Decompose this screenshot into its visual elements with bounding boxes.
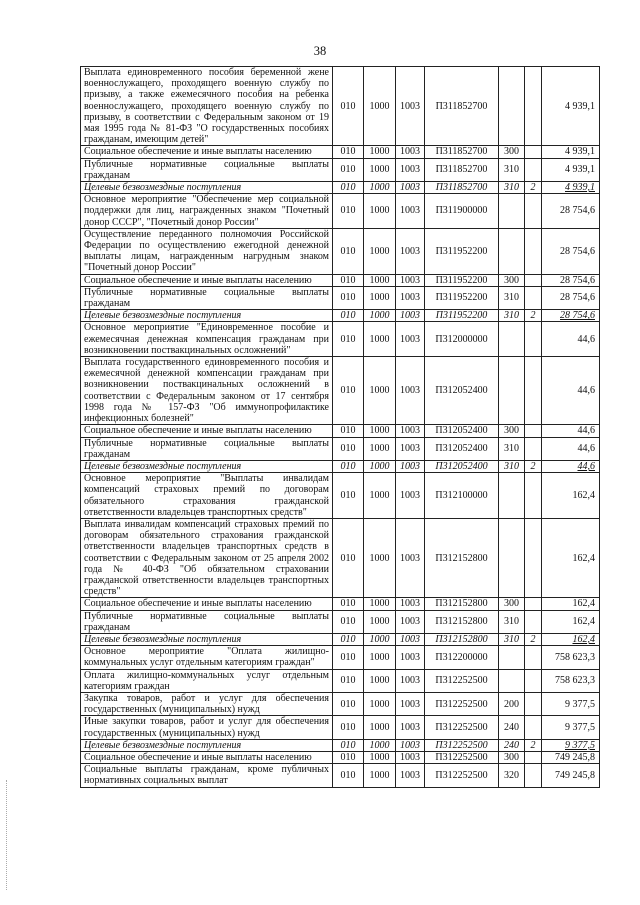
target-article-code-cell: П312252500 — [425, 764, 499, 787]
subsection-code-cell: 1003 — [396, 633, 425, 645]
amount-cell: 162,4 — [542, 633, 600, 645]
expense-type-code-cell — [499, 228, 525, 274]
target-article-code-cell: П312052400 — [425, 437, 499, 460]
subsection-code-cell: 1003 — [396, 437, 425, 460]
expense-type-code-cell — [499, 473, 525, 519]
section-code-cell: 1000 — [364, 716, 396, 739]
ministry-code-cell: 010 — [333, 460, 364, 472]
ministry-code-cell: 010 — [333, 228, 364, 274]
target-article-code-cell: П311852700 — [425, 182, 499, 194]
subsection-code-cell: 1003 — [396, 669, 425, 692]
funding-source-code-cell: 2 — [525, 310, 542, 322]
ministry-code-cell: 010 — [333, 158, 364, 181]
ministry-code-cell: 010 — [333, 67, 364, 146]
target-article-code-cell: П312052400 — [425, 425, 499, 437]
amount-cell: 162,4 — [542, 473, 600, 519]
funding-source-code-cell — [525, 598, 542, 610]
funding-source-code-cell — [525, 286, 542, 309]
section-code-cell: 1000 — [364, 764, 396, 787]
table-row — [81, 357, 600, 425]
expense-type-code-cell — [499, 518, 525, 597]
amount-cell: 28 754,6 — [542, 310, 600, 322]
subsection-code-cell: 1003 — [396, 716, 425, 739]
ministry-code-cell: 010 — [333, 146, 364, 158]
ministry-code-cell: 010 — [333, 739, 364, 751]
ministry-code-cell: 010 — [333, 286, 364, 309]
funding-source-code-cell: 2 — [525, 460, 542, 472]
expense-type-code-cell: 310 — [499, 286, 525, 309]
section-code-cell: 1000 — [364, 646, 396, 669]
subsection-code-cell: 1003 — [396, 739, 425, 751]
expense-type-code-cell: 310 — [499, 158, 525, 181]
ministry-code-cell: 010 — [333, 751, 364, 763]
row-name-cell: Основное мероприятие "Единовременное пособие и ежемесячная денежная компенсация гражданам при возникновении поствакцинальных осложнений" — [81, 322, 333, 357]
target-article-code-cell: П311952200 — [425, 274, 499, 286]
expense-type-code-cell — [499, 194, 525, 229]
expense-type-code-cell — [499, 646, 525, 669]
target-article-code-cell: П311852700 — [425, 67, 499, 146]
ministry-code-cell: 010 — [333, 764, 364, 787]
ministry-code-cell: 010 — [333, 610, 364, 633]
amount-cell: 758 623,3 — [542, 646, 600, 669]
amount-cell: 749 245,8 — [542, 764, 600, 787]
expense-type-code-cell: 310 — [499, 610, 525, 633]
target-article-code-cell: П312252500 — [425, 716, 499, 739]
table-row — [81, 437, 600, 460]
table-row — [81, 274, 600, 286]
section-code-cell: 1000 — [364, 67, 396, 146]
funding-source-code-cell — [525, 67, 542, 146]
funding-source-code-cell — [525, 425, 542, 437]
funding-source-code-cell — [525, 146, 542, 158]
row-name-cell: Основное мероприятие "Выплаты инвалидам компенсаций страховых премий по договорам обязательного страхования гражданской ответственности владельцев транспортных средств" — [81, 473, 333, 519]
funding-source-code-cell — [525, 669, 542, 692]
table-row — [81, 692, 600, 715]
table-row — [81, 518, 600, 597]
target-article-code-cell: П312152800 — [425, 610, 499, 633]
subsection-code-cell: 1003 — [396, 357, 425, 425]
ministry-code-cell: 010 — [333, 692, 364, 715]
row-name-cell: Публичные нормативные социальные выплаты гражданам — [81, 610, 333, 633]
section-code-cell: 1000 — [364, 274, 396, 286]
amount-cell: 4 939,1 — [542, 146, 600, 158]
row-name-cell: Целевые безвозмездные поступления — [81, 182, 333, 194]
row-name-cell: Социальное обеспечение и иные выплаты населению — [81, 751, 333, 763]
table-row — [81, 633, 600, 645]
section-code-cell: 1000 — [364, 310, 396, 322]
section-code-cell: 1000 — [364, 357, 396, 425]
target-article-code-cell: П312052400 — [425, 357, 499, 425]
ministry-code-cell: 010 — [333, 322, 364, 357]
table-row — [81, 286, 600, 309]
target-article-code-cell: П311952200 — [425, 228, 499, 274]
ministry-code-cell: 010 — [333, 194, 364, 229]
ministry-code-cell: 010 — [333, 473, 364, 519]
amount-cell: 9 377,5 — [542, 739, 600, 751]
row-name-cell: Основное мероприятие "Обеспечение мер социальной поддержки для лиц, награжденных знаком "Почетный донор СССР", "Почетный донор России" — [81, 194, 333, 229]
funding-source-code-cell: 2 — [525, 739, 542, 751]
expense-type-code-cell: 300 — [499, 425, 525, 437]
funding-source-code-cell — [525, 646, 542, 669]
row-name-cell: Социальное обеспечение и иные выплаты населению — [81, 598, 333, 610]
funding-source-code-cell — [525, 322, 542, 357]
ministry-code-cell: 010 — [333, 646, 364, 669]
amount-cell: 749 245,8 — [542, 751, 600, 763]
target-article-code-cell: П312252500 — [425, 739, 499, 751]
section-code-cell: 1000 — [364, 473, 396, 519]
table-row — [81, 739, 600, 751]
ministry-code-cell: 010 — [333, 633, 364, 645]
subsection-code-cell: 1003 — [396, 646, 425, 669]
table-row — [81, 425, 600, 437]
subsection-code-cell: 1003 — [396, 182, 425, 194]
amount-cell: 28 754,6 — [542, 228, 600, 274]
row-name-cell: Основное мероприятие "Оплата жилищно-коммунальных услуг отдельным категориям граждан" — [81, 646, 333, 669]
row-name-cell: Социальное обеспечение и иные выплаты населению — [81, 425, 333, 437]
amount-cell: 162,4 — [542, 610, 600, 633]
subsection-code-cell: 1003 — [396, 228, 425, 274]
target-article-code-cell: П311900000 — [425, 194, 499, 229]
expense-type-code-cell: 310 — [499, 460, 525, 472]
row-name-cell: Иные закупки товаров, работ и услуг для обеспечения государственных (муниципальных) нужд — [81, 716, 333, 739]
expense-type-code-cell: 320 — [499, 764, 525, 787]
funding-source-code-cell — [525, 764, 542, 787]
funding-source-code-cell — [525, 518, 542, 597]
section-code-cell: 1000 — [364, 146, 396, 158]
subsection-code-cell: 1003 — [396, 764, 425, 787]
budget-table — [80, 66, 600, 788]
funding-source-code-cell — [525, 158, 542, 181]
section-code-cell: 1000 — [364, 692, 396, 715]
table-row — [81, 67, 600, 146]
table-row — [81, 182, 600, 194]
ministry-code-cell: 010 — [333, 310, 364, 322]
scan-margin-mark — [6, 780, 9, 890]
funding-source-code-cell — [525, 274, 542, 286]
expense-type-code-cell: 310 — [499, 182, 525, 194]
table-row — [81, 764, 600, 787]
row-name-cell: Осуществление переданного полномочия Российской Федерации по осуществлению ежегодной денежной выплаты лицам, награжденным нагрудным знаком "Почетный донор России" — [81, 228, 333, 274]
ministry-code-cell: 010 — [333, 182, 364, 194]
expense-type-code-cell: 310 — [499, 310, 525, 322]
funding-source-code-cell — [525, 751, 542, 763]
subsection-code-cell: 1003 — [396, 322, 425, 357]
funding-source-code-cell — [525, 473, 542, 519]
expense-type-code-cell: 300 — [499, 751, 525, 763]
section-code-cell: 1000 — [364, 286, 396, 309]
subsection-code-cell: 1003 — [396, 158, 425, 181]
expense-type-code-cell: 200 — [499, 692, 525, 715]
subsection-code-cell: 1003 — [396, 146, 425, 158]
table-row — [81, 322, 600, 357]
row-name-cell: Публичные нормативные социальные выплаты гражданам — [81, 437, 333, 460]
target-article-code-cell: П312052400 — [425, 460, 499, 472]
section-code-cell: 1000 — [364, 610, 396, 633]
table-row — [81, 228, 600, 274]
row-name-cell: Целевые безвозмездные поступления — [81, 310, 333, 322]
target-article-code-cell: П311952200 — [425, 286, 499, 309]
amount-cell: 758 623,3 — [542, 669, 600, 692]
row-name-cell: Целевые безвозмездные поступления — [81, 739, 333, 751]
row-name-cell: Целевые безвозмездные поступления — [81, 633, 333, 645]
section-code-cell: 1000 — [364, 228, 396, 274]
target-article-code-cell: П312252500 — [425, 692, 499, 715]
section-code-cell: 1000 — [364, 437, 396, 460]
table-row — [81, 646, 600, 669]
ministry-code-cell: 010 — [333, 425, 364, 437]
section-code-cell: 1000 — [364, 669, 396, 692]
target-article-code-cell: П312000000 — [425, 322, 499, 357]
row-name-cell: Социальное обеспечение и иные выплаты населению — [81, 274, 333, 286]
amount-cell: 4 939,1 — [542, 158, 600, 181]
row-name-cell: Оплата жилищно-коммунальных услуг отдельным категориям граждан — [81, 669, 333, 692]
funding-source-code-cell — [525, 228, 542, 274]
row-name-cell: Публичные нормативные социальные выплаты гражданам — [81, 158, 333, 181]
table-row — [81, 598, 600, 610]
row-name-cell: Публичные нормативные социальные выплаты гражданам — [81, 286, 333, 309]
subsection-code-cell: 1003 — [396, 610, 425, 633]
section-code-cell: 1000 — [364, 194, 396, 229]
subsection-code-cell: 1003 — [396, 751, 425, 763]
amount-cell: 44,6 — [542, 357, 600, 425]
subsection-code-cell: 1003 — [396, 460, 425, 472]
funding-source-code-cell — [525, 610, 542, 633]
table-row — [81, 310, 600, 322]
ministry-code-cell: 010 — [333, 437, 364, 460]
expense-type-code-cell: 300 — [499, 146, 525, 158]
subsection-code-cell: 1003 — [396, 425, 425, 437]
ministry-code-cell: 010 — [333, 357, 364, 425]
funding-source-code-cell: 2 — [525, 182, 542, 194]
table-row — [81, 716, 600, 739]
table-row — [81, 669, 600, 692]
page-number: 38 — [313, 44, 327, 58]
target-article-code-cell: П312100000 — [425, 473, 499, 519]
expense-type-code-cell: 300 — [499, 274, 525, 286]
amount-cell: 28 754,6 — [542, 286, 600, 309]
expense-type-code-cell: 310 — [499, 437, 525, 460]
amount-cell: 44,6 — [542, 437, 600, 460]
funding-source-code-cell — [525, 437, 542, 460]
ministry-code-cell: 010 — [333, 716, 364, 739]
amount-cell: 4 939,1 — [542, 182, 600, 194]
ministry-code-cell: 010 — [333, 518, 364, 597]
expense-type-code-cell — [499, 322, 525, 357]
ministry-code-cell: 010 — [333, 598, 364, 610]
target-article-code-cell: П312252500 — [425, 669, 499, 692]
table-row — [81, 473, 600, 519]
table-row — [81, 460, 600, 472]
target-article-code-cell: П312152800 — [425, 633, 499, 645]
amount-cell: 44,6 — [542, 425, 600, 437]
table-row — [81, 146, 600, 158]
subsection-code-cell: 1003 — [396, 194, 425, 229]
subsection-code-cell: 1003 — [396, 286, 425, 309]
subsection-code-cell: 1003 — [396, 692, 425, 715]
target-article-code-cell: П311852700 — [425, 158, 499, 181]
funding-source-code-cell: 2 — [525, 633, 542, 645]
target-article-code-cell: П312200000 — [425, 646, 499, 669]
amount-cell: 162,4 — [542, 518, 600, 597]
section-code-cell: 1000 — [364, 460, 396, 472]
ministry-code-cell: 010 — [333, 274, 364, 286]
amount-cell: 44,6 — [542, 460, 600, 472]
funding-source-code-cell — [525, 692, 542, 715]
amount-cell: 28 754,6 — [542, 274, 600, 286]
expense-type-code-cell: 310 — [499, 633, 525, 645]
subsection-code-cell: 1003 — [396, 310, 425, 322]
table-row — [81, 610, 600, 633]
subsection-code-cell: 1003 — [396, 274, 425, 286]
subsection-code-cell: 1003 — [396, 598, 425, 610]
table-row — [81, 751, 600, 763]
target-article-code-cell: П312152800 — [425, 518, 499, 597]
row-name-cell: Выплата единовременного пособия беременной жене военнослужащего, проходящего военную службу по призыву, а также ежемесячного пособия на ребенка военнослужащего, проходящего военную службу по призыву, в соответствии с Федеральным законом от 19 мая 1995 года № 81-ФЗ "О государственных пособиях гражданам, имеющим детей" — [81, 67, 333, 146]
section-code-cell: 1000 — [364, 633, 396, 645]
section-code-cell: 1000 — [364, 518, 396, 597]
subsection-code-cell: 1003 — [396, 473, 425, 519]
expense-type-code-cell: 240 — [499, 716, 525, 739]
section-code-cell: 1000 — [364, 425, 396, 437]
section-code-cell: 1000 — [364, 322, 396, 357]
amount-cell: 162,4 — [542, 598, 600, 610]
section-code-cell: 1000 — [364, 158, 396, 181]
amount-cell: 28 754,6 — [542, 194, 600, 229]
row-name-cell: Социальное обеспечение и иные выплаты населению — [81, 146, 333, 158]
table-row — [81, 158, 600, 181]
section-code-cell: 1000 — [364, 182, 396, 194]
funding-source-code-cell — [525, 357, 542, 425]
expense-type-code-cell — [499, 669, 525, 692]
target-article-code-cell: П311952200 — [425, 310, 499, 322]
target-article-code-cell: П312152800 — [425, 598, 499, 610]
expense-type-code-cell: 240 — [499, 739, 525, 751]
expense-type-code-cell — [499, 357, 525, 425]
expense-type-code-cell: 300 — [499, 598, 525, 610]
row-name-cell: Выплата инвалидам компенсаций страховых премий по договорам обязательного страхования гражданской ответственности владельцев транспортных средств в соответствии с Федеральным законом от 25 апреля 2002 года № 40-ФЗ "Об обязательном страховании гражданской ответственности владельцев транспортных средств" — [81, 518, 333, 597]
row-name-cell: Целевые безвозмездные поступления — [81, 460, 333, 472]
row-name-cell: Выплата государственного единовременного пособия и ежемесячной денежной компенсации гражданам при возникновении поствакцинальных осложнений в соответствии с Федеральным законом от 17 сентября 1998 года № 157-ФЗ "Об иммунопрофилактике инфекционных болезней" — [81, 357, 333, 425]
table-row — [81, 194, 600, 229]
row-name-cell: Закупка товаров, работ и услуг для обеспечения государственных (муниципальных) нужд — [81, 692, 333, 715]
subsection-code-cell: 1003 — [396, 67, 425, 146]
target-article-code-cell: П311852700 — [425, 146, 499, 158]
expense-type-code-cell — [499, 67, 525, 146]
subsection-code-cell: 1003 — [396, 518, 425, 597]
ministry-code-cell: 010 — [333, 669, 364, 692]
section-code-cell: 1000 — [364, 739, 396, 751]
section-code-cell: 1000 — [364, 598, 396, 610]
funding-source-code-cell — [525, 194, 542, 229]
amount-cell: 9 377,5 — [542, 716, 600, 739]
funding-source-code-cell — [525, 716, 542, 739]
amount-cell: 44,6 — [542, 322, 600, 357]
amount-cell: 4 939,1 — [542, 67, 600, 146]
amount-cell: 9 377,5 — [542, 692, 600, 715]
row-name-cell: Социальные выплаты гражданам, кроме публичных нормативных социальных выплат — [81, 764, 333, 787]
budget-table-body — [81, 67, 600, 788]
target-article-code-cell: П312252500 — [425, 751, 499, 763]
section-code-cell: 1000 — [364, 751, 396, 763]
